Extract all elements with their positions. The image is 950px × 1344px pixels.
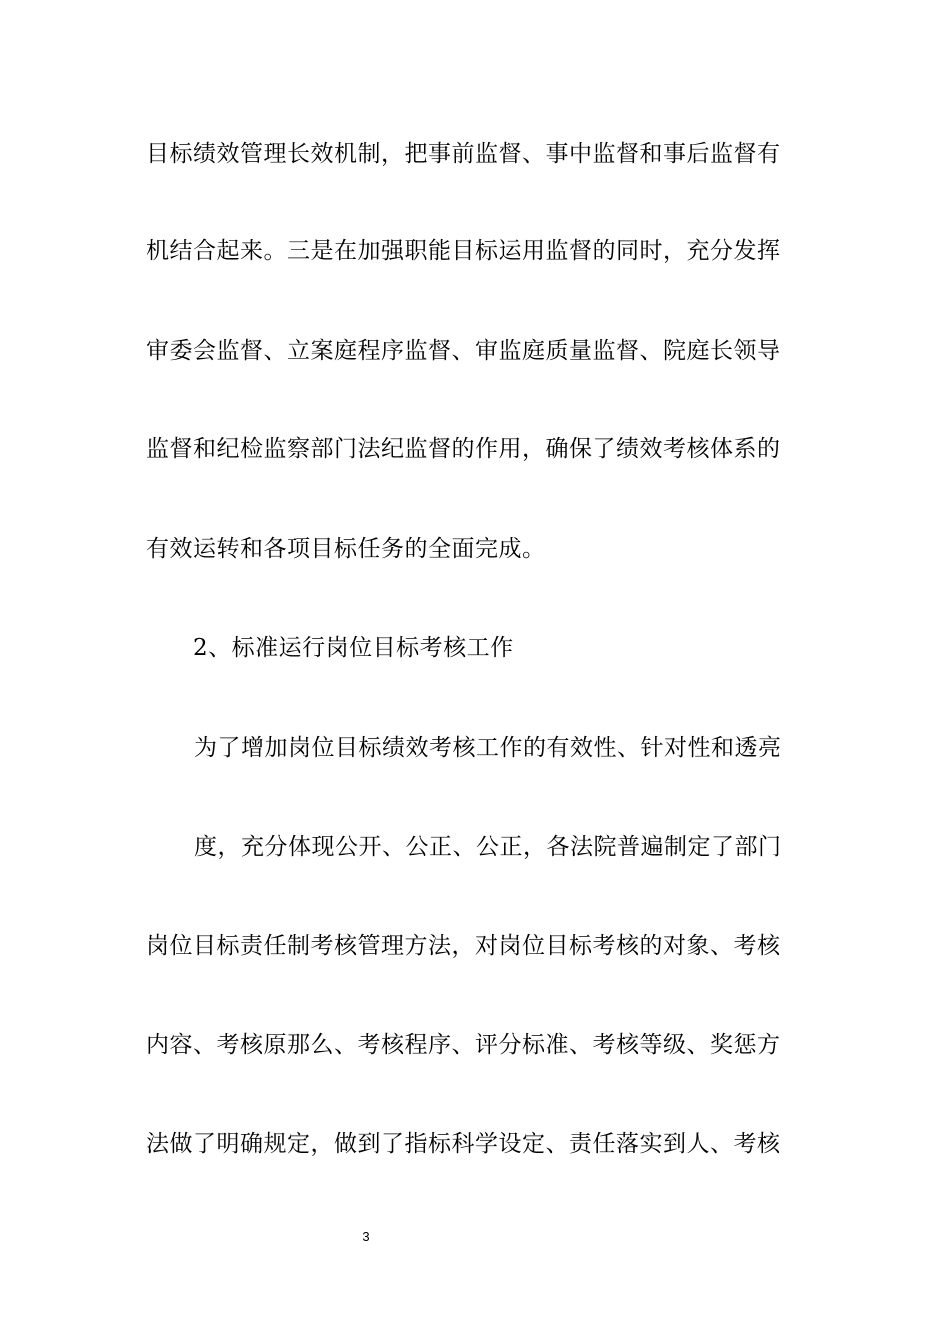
paragraph-line: 内容、考核原那么、考核程序、评分标准、考核等级、奖惩方 (146, 1032, 781, 1058)
paragraph-line: 审委会监督、立案庭程序监督、审监庭质量监督、院庭长领导 (146, 338, 781, 364)
paragraph-line: 有效运转和各项目标任务的全面完成。 (146, 536, 546, 562)
paragraph-line: 法做了明确规定，做到了指标科学设定、责任落实到人、考核 (146, 1131, 781, 1157)
paragraph-line: 度，充分体现公开、公正、公正，各法院普遍制定了部门 (194, 834, 782, 860)
paragraph-line: 为了增加岗位目标绩效考核工作的有效性、针对性和透亮 (194, 735, 782, 761)
section-heading: 2、标准运行岗位目标考核工作 (193, 635, 514, 661)
paragraph-line: 岗位目标责任制考核管理方法，对岗位目标考核的对象、考核 (146, 933, 781, 959)
page-number: 3 (362, 1229, 370, 1244)
paragraph-line: 目标绩效管理长效机制，把事前监督、事中监督和事后监督有 (146, 141, 781, 167)
paragraph-line: 监督和纪检监察部门法纪监督的作用，确保了绩效考核体系的 (146, 436, 781, 462)
paragraph-line: 机结合起来。三是在加强职能目标运用监督的同时，充分发挥 (146, 238, 781, 264)
